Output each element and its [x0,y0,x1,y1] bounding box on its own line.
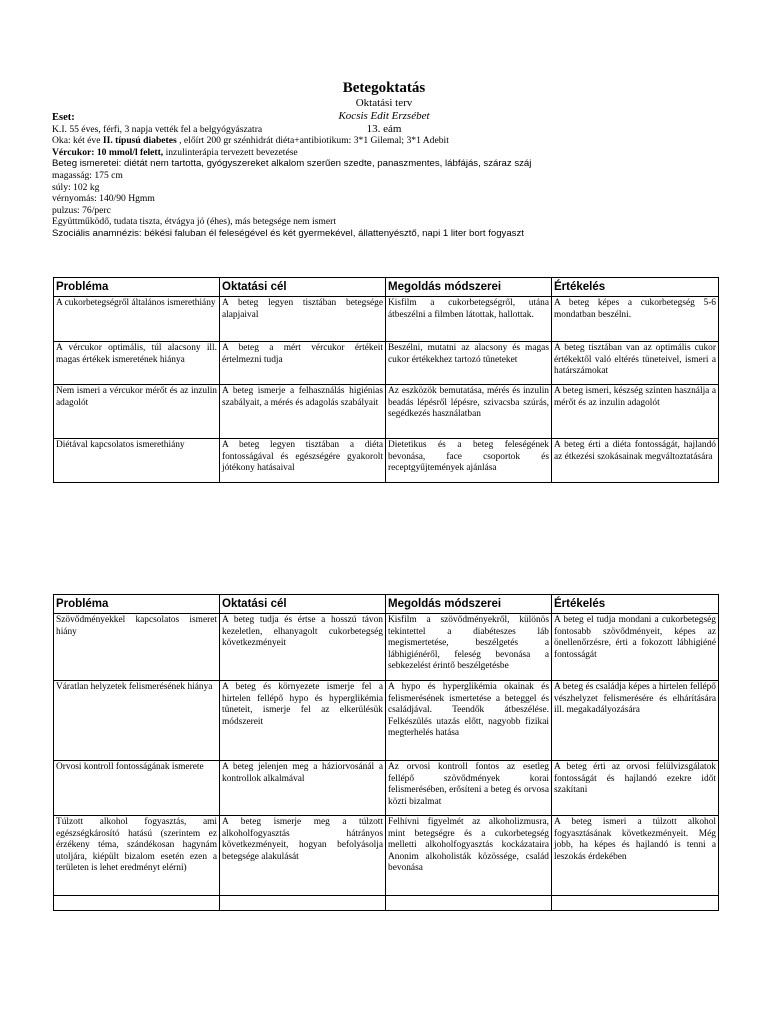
header-problem: Probléma [54,278,220,297]
table-row [54,385,719,439]
cell-evaluation [552,896,719,911]
header-evaluation: Értékelés [552,595,719,614]
cell-evaluation: A beteg érti az orvosi felülvizsgálatok fontosságát és hajlandó ezekre időt szakítani [552,761,719,816]
cell-evaluation: A beteg ismeri, készség szinten használja a mérőt és az inzulin adagolót [552,385,719,439]
case-line-patient: K.I. 55 éves, férfi, 3 napja vették fel a belgyógyászatra [52,123,263,135]
cell-problem: A vércukor optimális, túl alacsony ill. magas értékek ismeretének hiánya [54,342,220,385]
reason-therapy: , előírt 200 gr szénhidrát diéta+antibiotikum: 3*1 Gilemal; 3*1 Adebit [176,135,449,147]
cell-problem: Túlzott alkohol fogyasztás, ami egészségkárosító hatású (szerintem ez érzékeny téma, szándékosan hagynám utoljára, kiépült bizalom esetén ezen a területen is lehet eredményt elérni) [54,816,220,896]
table-header-row [54,595,719,614]
cell-methods: Kisfilm a szövődményekről, különös tekintettel a diabéteszes láb megismertetése, beszélgetés a lábhigiénéről, feleség bevonása a sebkezelést érintő beszélgetésbe [386,614,552,681]
case-line-knowledge: Beteg ismeretei: diétát nem tartotta, gyógyszereket alkalom szerűen szedte, panaszmentes, lábfájás, száraz száj [52,158,532,170]
table-row [54,439,719,483]
author-name: Kocsis Edit Erzsébet [338,110,430,122]
table-row [54,681,719,761]
cell-methods: Beszélni, mutatni az alacsony és magas cukor értékekhez tartozó tüneteket [386,342,552,385]
cell-problem: Diétával kapcsolatos ismerethiány [54,439,220,483]
case-line-social: Szociális anamnézis: békési faluban él feleségével és két gyermekével, állattenyésztő, napi 1 liter bort fogyaszt [52,227,524,239]
cell-methods: A hypo és hyperglikémia okainak és felismerésének ismertetése a beteggel és családjával. Teendők átbeszélése. Felkészülés utazás előtt, nagyobb fizikai megterhelés hatása [386,681,552,761]
cell-goal [220,896,386,911]
header-goal: Oktatási cél [220,595,386,614]
cell-problem: Orvosi kontroll fontosságának ismerete [54,761,220,816]
table-row [54,342,719,385]
cell-evaluation: A beteg el tudja mondani a cukorbetegség fontosabb szövődményeit, képes az önellenőrzésre, érti a fokozott lábhigiéné fontosságát [552,614,719,681]
document-title: Betegoktatás [342,80,426,96]
cell-goal: A beteg ismerje meg a túlzott alkoholfogyasztás hátrányos következményeit, hogyan befolyásolja betegsége alakulását [220,816,386,896]
cell-methods: Dietetikus és a beteg feleségének bevonása, face csoportok és receptgyűjtemények ajánlása [386,439,552,483]
table-row [54,614,719,681]
education-plan-table-2 [53,594,719,911]
header-evaluation: Értékelés [552,278,719,297]
cell-goal: A beteg jelenjen meg a háziorvosánál a kontrollok alkalmával [220,761,386,816]
cell-problem: A cukorbetegségről általános ismerethiány [54,297,220,342]
document-subtitle: Oktatási terv [355,97,413,109]
case-description [52,112,732,240]
cell-goal: A beteg tudja és értse a hosszú távon kezeletlen, elhanyagolt cukorbetegség következményeit [220,614,386,681]
table-header-row [54,278,719,297]
cell-problem: Nem ismeri a vércukor mérőt és az inzulin adagolót [54,385,220,439]
cell-evaluation: A beteg képes a cukorbetegség 5-6 mondatban beszélni. [552,297,719,342]
case-line-height: magasság: 175 cm [52,169,123,181]
header-goal: Oktatási cél [220,278,386,297]
education-plan-table-1 [53,277,719,483]
cell-methods [386,896,552,911]
cell-goal: A beteg ismerje a felhasználás higiénias szabályait, a mérés és adagolás szabályait [220,385,386,439]
cell-evaluation: A beteg ismeri a túlzott alkohol fogyasztásának következményeit. Még jobb, ha képes és hajlandó is tenni a leszokás érdekében [552,816,719,896]
case-label: Eset: [52,112,75,123]
table-row-empty [54,896,719,911]
case-line-weight: súly: 102 kg [52,181,100,193]
case-line-glucose [52,147,732,159]
case-line-blood-pressure: vérnyomás: 140/90 Hgmm [52,193,155,205]
header-methods: Megoldás módszerei [386,278,552,297]
glucose-value: Vércukor: 10 mmol/l felett, [52,146,164,158]
cell-problem: Váratlan helyzetek felismerésének hiánya [54,681,220,761]
header-methods: Megoldás módszerei [386,595,552,614]
cell-evaluation: A beteg érti a diéta fontosságát, hajlandó az étkezési szokásainak megváltoztatására [552,439,719,483]
cell-problem [54,896,220,911]
cell-evaluation: A beteg és családja képes a hirtelen fellépő vészhelyzet felismerésére és elhárítására ill. megakadályozására [552,681,719,761]
cell-evaluation: A beteg tisztában van az optimális cukor értékektől való eltérés tüneteivel, ismeri a határszámokat [552,342,719,385]
cell-goal: A beteg legyen tisztában a diéta fontosságával és egészségére gyakorolt jótékony hatásaival [220,439,386,483]
cell-goal: A beteg a mért vércukor értékeit értelmezni tudja [220,342,386,385]
class-name: 13. eám [366,123,402,135]
diagnosis: II. típusú diabetes [102,135,177,147]
case-line-status: Együttműködő, tudata tiszta, étvágya jó (éhes), más betegsége nem ismert [52,216,336,228]
cell-methods: Az orvosi kontroll fontos az esetleg fellépő szövődmények korai felismerésében, erősíteni a beteg és orvosa közti bizalmat [386,761,552,816]
reason-prefix: Oka: két éve [52,135,103,147]
glucose-plan: inzulinterápia tervezett bevezetése [163,146,298,158]
table-row [54,297,719,342]
cell-problem: Szövődményekkel kapcsolatos ismeret hiány [54,614,220,681]
cell-methods: Kisfilm a cukorbetegségről, utána átbeszélni a filmben látottak, hallottak. [386,297,552,342]
cell-goal: A beteg és környezete ismerje fel a hirtelen fellépő hypo és hyperglikémia tüneteit, ismerje fel az elkerülésük módszereit [220,681,386,761]
table-row [54,761,719,816]
cell-methods: Az eszközök bemutatása, mérés és inzulin beadás lépésről lépésre, szivacsba szúrás, segédkezés használatban [386,385,552,439]
case-line-reason [52,135,732,147]
cell-goal: A beteg legyen tisztában betegsége alapjaival [220,297,386,342]
table-row [54,816,719,896]
header-problem: Probléma [54,595,220,614]
cell-methods: Felhívni figyelmét az alkoholizmusra, mint betegségre és a cukorbetegség melletti alkoholfogyasztás kockázataira Anonim alkoholisták közössége, család bevonása [386,816,552,896]
case-line-pulse: pulzus: 76/perc [52,204,111,216]
